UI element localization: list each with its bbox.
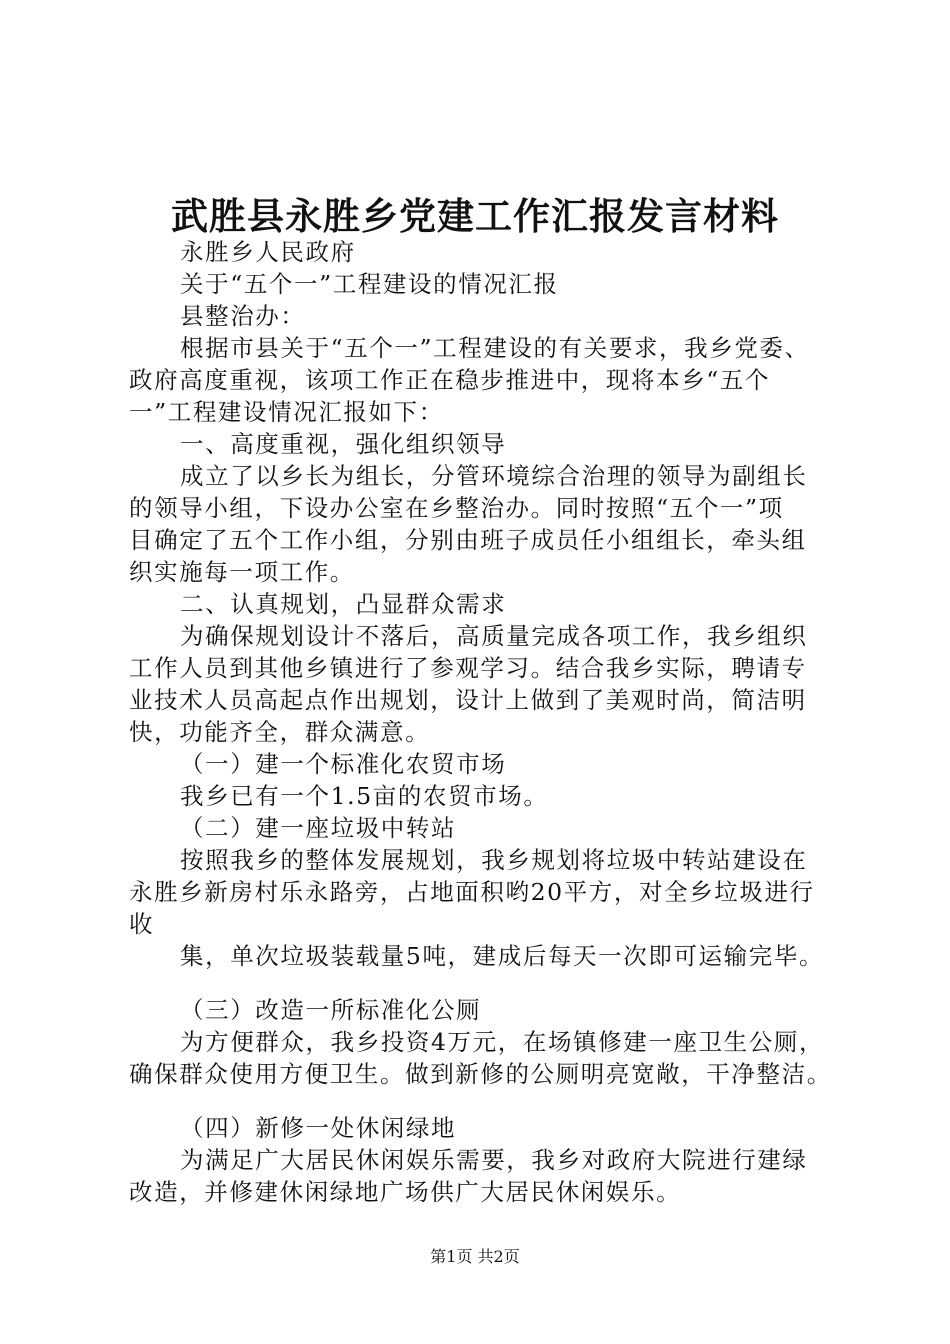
text-line: 的领导小组，下设办公室在乡整治办。同时按照“五个一”项 <box>129 494 784 522</box>
section-heading: 一、高度重视，强化组织领导 <box>180 430 507 458</box>
text-line: 为满足广大居民休闲娱乐需要，我乡对政府大院进行建绿 <box>180 1146 808 1174</box>
subsection-heading: （一）建一个标准化农贸市场 <box>180 750 507 778</box>
subsection-heading: （三）改造一所标准化公厕 <box>180 996 482 1024</box>
text-line: 目确定了五个工作小组，分别由班子成员任小组组长，牵头组 <box>129 526 807 554</box>
text-line: 县整治办： <box>180 302 306 330</box>
text-line: 改造，并修建休闲绿地广场供广大居民休闲娱乐。 <box>129 1178 682 1206</box>
section-heading: 二、认真规划，凸显群众需求 <box>180 590 507 618</box>
text-line: 一”工程建设情况汇报如下： <box>129 398 444 426</box>
text-line: 政府高度重视，该项工作正在稳步推进中，现将本乡“五个 <box>129 366 771 394</box>
text-line: 关于“五个一”工程建设的情况汇报 <box>180 270 559 298</box>
text-line: 集，单次垃圾装载量5吨，建成后每天一次即可运输完毕。 <box>180 942 825 970</box>
text-line: 永胜乡新房村乐永路旁，占地面积哟20平方，对全乡垃圾进行 <box>129 878 815 906</box>
text-line: 永胜乡人民政府 <box>180 238 356 266</box>
text-line: 按照我乡的整体发展规划，我乡规划将垃圾中转站建设在 <box>180 846 808 874</box>
text-line: 工作人员到其他乡镇进行了参观学习。结合我乡实际，聘请专 <box>129 654 807 682</box>
text-line: 确保群众使用方便卫生。做到新修的公厕明亮宽敞，干净整洁。 <box>129 1060 832 1088</box>
text-line: 织实施每一项工作。 <box>129 558 355 586</box>
page-footer: 第1页 共2页 <box>430 1247 520 1266</box>
text-line: 为方便群众，我乡投资4万元，在场镇修建一座卫生公厕， <box>180 1028 825 1056</box>
document-title: 武胜县永胜乡党建工作汇报发言材料 <box>171 195 779 238</box>
text-line: 收 <box>129 910 155 938</box>
subsection-heading: （二）建一座垃圾中转站 <box>180 814 457 842</box>
text-line: 快，功能齐全，群众满意。 <box>129 718 431 746</box>
text-line: 根据市县关于“五个一”工程建设的有关要求，我乡党委、 <box>180 334 810 362</box>
text-line: 我乡已有一个1.5亩的农贸市场。 <box>180 782 549 810</box>
subsection-heading: （四）新修一处休闲绿地 <box>180 1114 457 1142</box>
text-line: 成立了以乡长为组长，分管环境综合治理的领导为副组长 <box>180 462 808 490</box>
text-line: 为确保规划设计不落后，高质量完成各项工作，我乡组织 <box>180 622 808 650</box>
text-line: 业技术人员高起点作出规划，设计上做到了美观时尚，简洁明 <box>129 686 807 714</box>
